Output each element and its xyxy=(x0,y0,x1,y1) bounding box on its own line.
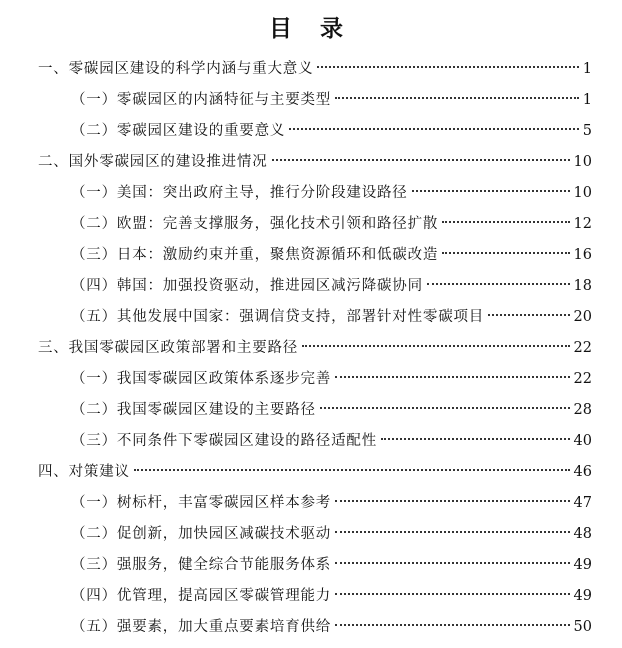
toc-entry-title: （一）树标杆，丰富零碳园区样本参考 xyxy=(71,495,332,511)
toc-dot-leader xyxy=(317,66,578,68)
toc-section-entry xyxy=(0,147,622,178)
toc-dot-leader xyxy=(427,283,570,285)
toc-entry-title: （二）我国零碳园区建设的主要路径 xyxy=(71,402,316,418)
toc-section-entry xyxy=(0,457,622,488)
toc-page-number: 22 xyxy=(573,371,592,387)
toc-page-number: 22 xyxy=(573,340,592,356)
toc-entry-title: （一）我国零碳园区政策体系逐步完善 xyxy=(71,371,332,387)
toc-entry-title: （五）强要素，加大重点要素培育供给 xyxy=(71,619,332,635)
toc-subsection-entry xyxy=(0,209,622,240)
toc-dot-leader xyxy=(272,159,570,161)
toc-dot-leader xyxy=(442,221,569,223)
toc-section-entry xyxy=(0,54,622,85)
toc-subsection-entry xyxy=(0,178,622,209)
toc-title: 目 录 xyxy=(268,16,353,42)
toc-subsection-entry xyxy=(0,116,622,147)
toc-dot-leader xyxy=(442,252,569,254)
toc-page-number: 28 xyxy=(573,402,592,418)
toc-dot-leader xyxy=(335,531,569,533)
toc-entry-title: （三）强服务，健全综合节能服务体系 xyxy=(71,557,332,573)
toc-subsection-entry xyxy=(0,519,622,550)
toc-subsection-entry xyxy=(0,302,622,333)
toc-page-number: 46 xyxy=(573,464,592,480)
toc-dot-leader xyxy=(335,562,569,564)
toc-entry-title: （四）优管理，提高园区零碳管理能力 xyxy=(71,588,332,604)
toc-page-number: 10 xyxy=(573,154,592,170)
toc-page-number: 1 xyxy=(582,92,592,108)
toc-dot-leader xyxy=(335,593,569,595)
toc-entry-title: （五）其他发展中国家：强调信贷支持，部署针对性零碳项目 xyxy=(71,309,485,325)
toc-page-number: 12 xyxy=(573,216,592,232)
toc-entry-title: 三、我国零碳园区政策部署和主要路径 xyxy=(38,340,299,356)
toc-entry-title: （一）零碳园区的内涵特征与主要类型 xyxy=(71,92,332,108)
toc-entry-title: （三）不同条件下零碳园区建设的路径适配性 xyxy=(71,433,377,449)
toc-subsection-entry xyxy=(0,240,622,271)
toc-entry-title: （一）美国：突出政府主导，推行分阶段建设路径 xyxy=(71,185,408,201)
toc-subsection-entry xyxy=(0,364,622,395)
toc-dot-leader xyxy=(320,407,570,409)
toc-page-number: 20 xyxy=(573,309,592,325)
toc-dot-leader xyxy=(381,438,570,440)
toc-page-number: 48 xyxy=(573,526,592,542)
toc-subsection-entry xyxy=(0,488,622,519)
toc-entry-title: （三）日本：激励约束并重，聚焦资源循环和低碳改造 xyxy=(71,247,439,263)
toc-page-number: 49 xyxy=(573,588,592,604)
toc-entry-title: （四）韩国：加强投资驱动，推进园区减污降碳协同 xyxy=(71,278,423,294)
toc-page-number: 5 xyxy=(582,123,592,139)
toc-dot-leader xyxy=(488,314,569,316)
toc-entry-title: （二）零碳园区建设的重要意义 xyxy=(71,123,286,139)
toc-dot-leader xyxy=(289,128,579,130)
toc-subsection-entry xyxy=(0,426,622,457)
toc-dot-leader xyxy=(412,190,570,192)
toc-entry-title: 二、国外零碳园区的建设推进情况 xyxy=(38,154,268,170)
toc-subsection-entry xyxy=(0,581,622,612)
toc-section-entry xyxy=(0,333,622,364)
toc-page-number: 10 xyxy=(573,185,592,201)
toc-subsection-entry xyxy=(0,395,622,426)
toc-page-number: 49 xyxy=(573,557,592,573)
toc-entry-title: （二）欧盟：完善支撑服务，强化技术引领和路径扩散 xyxy=(71,216,439,232)
toc-subsection-entry xyxy=(0,271,622,302)
toc-subsection-entry xyxy=(0,612,622,643)
toc-page-number: 47 xyxy=(573,495,592,511)
toc-dot-leader xyxy=(335,624,569,626)
toc-page-number: 40 xyxy=(573,433,592,449)
toc-entry-title: 一、零碳园区建设的科学内涵与重大意义 xyxy=(38,61,314,77)
toc-dot-leader xyxy=(335,97,579,99)
toc-subsection-entry xyxy=(0,85,622,116)
toc-list xyxy=(0,54,622,643)
toc-page-number: 16 xyxy=(573,247,592,263)
toc-dot-leader xyxy=(134,469,570,471)
toc-page-number: 18 xyxy=(573,278,592,294)
toc-dot-leader xyxy=(335,500,569,502)
toc-subsection-entry xyxy=(0,550,622,581)
toc-entry-title: （二）促创新，加快园区减碳技术驱动 xyxy=(71,526,332,542)
toc-entry-title: 四、对策建议 xyxy=(38,464,130,480)
toc-dot-leader xyxy=(302,345,569,347)
toc-page-number: 1 xyxy=(582,61,592,77)
toc-page-number: 50 xyxy=(573,619,592,635)
toc-dot-leader xyxy=(335,376,569,378)
